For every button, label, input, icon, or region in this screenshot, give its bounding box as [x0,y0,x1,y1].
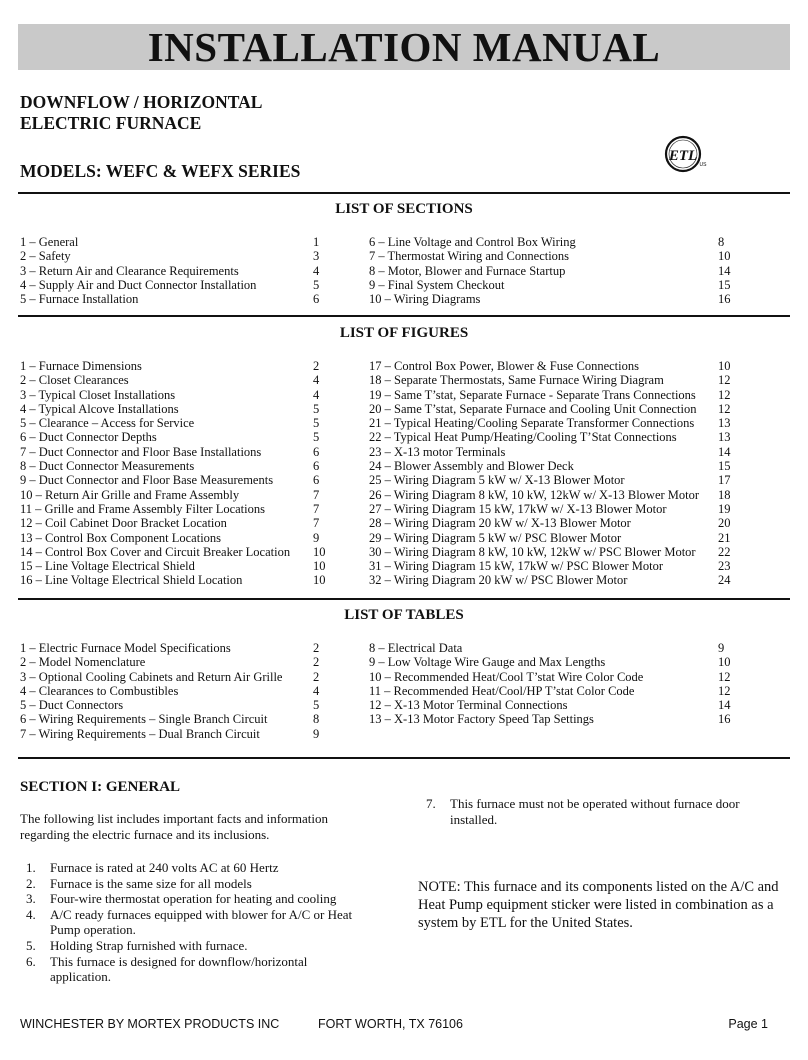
list-entry [20,684,337,698]
entry-title: 5 – Furnace Installation [20,292,139,307]
entry-title: 9 – Low Voltage Wire Gauge and Max Lengths [369,655,606,670]
list-entry [20,573,337,587]
entry-page-number: 20 [718,516,731,531]
list-of-sections-heading: LIST OF SECTIONS [335,201,473,217]
entry-title: 3 – Optional Cooling Cabinets and Return Air Grille [20,669,283,684]
entry-title: 6 – Line Voltage and Control Box Wiring [369,235,576,249]
entry-title: 2 – Model Nomenclature [20,655,146,670]
item-text: Furnace is rated at 240 volts AC at 60 Hertz [50,860,279,875]
list-of-tables-heading: LIST OF TABLES [344,607,464,623]
divider [18,315,790,317]
list-entry [369,488,742,502]
tables-list-right [369,641,742,727]
list-entry [369,373,742,387]
list-entry [20,712,337,726]
list-entry [20,459,337,473]
item-text: This furnace is designed for downflow/horizontal application. [50,953,308,985]
list-entry [20,416,337,430]
list-entry [369,278,742,292]
entry-page-number: 2 [313,641,320,655]
models-heading: MODELS: WEFC & WEFX SERIES [20,161,301,181]
entry-page-number: 5 [313,430,320,445]
entry-title: 29 – Wiring Diagram 5 kW w/ PSC Blower Motor [369,530,622,545]
item-number: 4. [26,906,36,922]
item-text: Furnace is the same size for all models [50,875,252,891]
entry-title: 14 – Control Box Cover and Circuit Breaker Location [20,544,291,559]
list-entry [369,235,742,249]
list-entry [369,516,742,530]
item-text: Holding Strap furnished with furnace. [50,937,248,953]
entry-page-number: 15 [718,277,731,292]
list-entry [20,388,337,402]
item-text: This furnace must not be operated without furnace door installed. [450,796,740,827]
etl-note: NOTE: This furnace and its components listed on the A/C and Heat Pump equipment sticker were listed in combination as a system by ETL for the United States. [418,879,779,931]
entry-page-number: 4 [313,387,320,402]
list-entry [20,727,337,741]
entry-page-number: 17 [718,473,731,488]
list-entry [20,292,337,306]
item-number: 2. [26,875,36,891]
entry-title: 1 – Furnace Dimensions [20,359,142,373]
entry-title: 6 – Wiring Requirements – Single Branch Circuit [20,712,268,727]
list-item [20,860,365,876]
entry-page-number: 9 [313,530,320,545]
sections-list-right [369,235,742,306]
entry-page-number: 12 [718,387,731,402]
list-entry [369,502,742,516]
list-of-figures-heading: LIST OF FIGURES [339,325,469,341]
list-entry [20,373,337,387]
footer-company: WINCHESTER BY MORTEX PRODUCTS INC [20,1017,280,1031]
list-entry [20,402,337,416]
entry-page-number: 10 [313,544,326,559]
list-entry [369,531,742,545]
entry-title: 5 – Clearance – Access for Service [20,416,195,431]
figures-list-left [20,359,337,588]
list-entry [20,698,337,712]
entry-page-number: 3 [313,249,320,264]
list-entry [369,684,742,698]
item-number: 1. [26,860,36,875]
item-text: A/C ready furnaces equipped with blower for A/C or Heat Pump operation. [50,906,353,938]
list-entry [20,531,337,545]
entry-page-number: 7 [313,501,320,516]
entry-title: 12 – Coil Cabinet Door Bracket Location [20,516,227,531]
list-entry [369,430,742,444]
list-entry [369,559,742,573]
list-entry [20,445,337,459]
entry-page-number: 7 [313,516,320,531]
section-1-heading: SECTION I: GENERAL [20,779,181,795]
entry-title: 11 – Recommended Heat/Cool/HP T’stat Color Code [369,683,635,698]
entry-title: 24 – Blower Assembly and Blower Deck [369,459,574,474]
document-title: INSTALLATION MANUAL [147,24,661,70]
entry-page-number: 5 [313,277,320,292]
item-number: 3. [26,891,36,907]
list-entry [369,473,742,487]
list-entry [369,655,742,669]
list-entry [20,264,337,278]
entry-page-number: 19 [718,501,731,516]
entry-page-number: 16 [718,712,731,727]
entry-page-number: 4 [313,263,320,278]
section-1-item-7 [420,796,790,828]
entry-title: 8 – Duct Connector Measurements [20,459,195,474]
list-entry [369,712,742,726]
entry-page-number: 21 [718,530,731,545]
entry-title: 17 – Control Box Power, Blower & Fuse Connections [369,359,639,373]
entry-title: 4 – Typical Alcove Installations [20,401,179,416]
item-number: 5. [26,937,36,953]
list-entry [369,573,742,587]
section-1-list [20,860,365,985]
list-entry [369,402,742,416]
list-entry [20,516,337,530]
entry-title: 28 – Wiring Diagram 20 kW w/ X-13 Blower Motor [369,516,631,531]
etl-logo-text: ETL [668,148,698,164]
list-item [20,891,365,907]
divider [18,757,790,759]
entry-title: 16 – Line Voltage Electrical Shield Location [20,573,243,588]
list-entry [20,278,337,292]
item-number: 7. [426,796,436,811]
list-entry [369,641,742,655]
entry-page-number: 15 [718,459,731,474]
list-entry [369,359,742,373]
entry-page-number: 10 [718,655,731,670]
subtitle-line-1: DOWNFLOW / HORIZONTAL [20,92,263,112]
list-entry [369,698,742,712]
entry-title: 27 – Wiring Diagram 15 kW, 17kW w/ X-13 Blower Motor [369,501,667,516]
entry-page-number: 22 [718,544,731,559]
entry-title: 9 – Duct Connector and Floor Base Measurements [20,473,274,488]
footer-location: FORT WORTH, TX 76106 [318,1017,463,1031]
entry-page-number: 6 [313,444,320,459]
entry-title: 18 – Separate Thermostats, Same Furnace Wiring Diagram [369,373,664,388]
item-text: Four-wire thermostat operation for heating and cooling [50,891,337,907]
list-entry [369,388,742,402]
entry-title: 3 – Return Air and Clearance Requirements [20,263,239,278]
entry-page-number: 12 [718,401,731,416]
entry-title: 2 – Closet Clearances [20,373,129,388]
entry-title: 30 – Wiring Diagram 8 kW, 10 kW, 12kW w/ PSC Blower Motor [369,544,696,559]
entry-title: 7 – Thermostat Wiring and Connections [369,249,570,264]
figures-list-right [369,359,742,588]
list-entry [369,292,742,306]
etl-listed-logo [662,134,708,174]
entry-title: 1 – Electric Furnace Model Specifications [20,641,231,655]
entry-title: 15 – Line Voltage Electrical Shield [20,559,195,574]
entry-page-number: 14 [718,698,731,713]
list-entry [20,559,337,573]
entry-title: 7 – Wiring Requirements – Dual Branch Circuit [20,726,260,741]
entry-title: 8 – Motor, Blower and Furnace Startup [369,263,566,278]
list-entry [20,235,337,249]
entry-page-number: 4 [313,683,320,698]
entry-title: 25 – Wiring Diagram 5 kW w/ X-13 Blower Motor [369,473,625,488]
entry-page-number: 6 [313,473,320,488]
entry-title: 22 – Typical Heat Pump/Heating/Cooling T’Stat Connections [369,430,677,445]
entry-page-number: 9 [313,726,320,741]
divider [18,192,790,194]
tables-list-left [20,641,337,741]
entry-page-number: 8 [313,712,320,727]
entry-title: 6 – Duct Connector Depths [20,430,157,445]
entry-page-number: 14 [718,444,731,459]
entry-title: 5 – Duct Connectors [20,698,124,713]
entry-title: 10 – Recommended Heat/Cool T’stat Wire Color Code [369,669,644,684]
entry-page-number: 9 [718,641,725,655]
list-entry [20,359,337,373]
list-item [20,907,365,938]
entry-page-number: 5 [313,416,320,431]
divider [18,598,790,600]
entry-page-number: 14 [718,263,731,278]
list-entry [369,416,742,430]
list-entry [20,430,337,444]
entry-page-number: 2 [313,655,320,670]
product-subtitle [20,92,262,134]
entry-page-number: 10 [718,249,731,264]
list-entry [369,264,742,278]
entry-page-number: 8 [718,235,725,249]
entry-title: 32 – Wiring Diagram 20 kW w/ PSC Blower Motor [369,573,628,588]
entry-title: 11 – Grille and Frame Assembly Filter Locations [20,501,265,516]
entry-title: 9 – Final System Checkout [369,277,505,292]
entry-page-number: 18 [718,487,731,502]
entry-title: 23 – X-13 motor Terminals [369,444,506,459]
sections-list-left [20,235,337,306]
entry-page-number: 5 [313,401,320,416]
entry-title: 26 – Wiring Diagram 8 kW, 10 kW, 12kW w/ X-13 Blower Motor [369,487,700,502]
entry-title: 19 – Same T’stat, Separate Furnace - Separate Trans Connections [369,387,696,402]
list-entry [369,545,742,559]
entry-title: 31 – Wiring Diagram 15 kW, 17kW w/ PSC Blower Motor [369,559,664,574]
entry-page-number: 23 [718,559,731,574]
entry-title: 2 – Safety [20,249,71,264]
entry-page-number: 2 [313,359,320,373]
entry-title: 10 – Return Air Grille and Frame Assembly [20,487,240,502]
entry-page-number: 7 [313,487,320,502]
entry-page-number: 16 [718,292,731,307]
entry-title: 10 – Wiring Diagrams [369,292,481,307]
entry-title: 12 – X-13 Motor Terminal Connections [369,698,568,713]
entry-page-number: 12 [718,373,731,388]
entry-title: 7 – Duct Connector and Floor Base Installations [20,444,262,459]
entry-title: 3 – Typical Closet Installations [20,387,176,402]
list-entry [369,459,742,473]
entry-title: 20 – Same T’stat, Separate Furnace and Cooling Unit Connection [369,401,697,416]
etl-logo-us: US [699,162,707,168]
footer-page-number: Page 1 [728,1017,768,1031]
entry-page-number: 10 [718,359,731,373]
list-entry [20,641,337,655]
entry-page-number: 1 [313,235,320,249]
entry-title: 1 – General [20,235,79,249]
list-item [20,876,365,892]
entry-title: 21 – Typical Heating/Cooling Separate Transformer Connections [369,416,695,431]
entry-page-number: 13 [718,430,731,445]
entry-page-number: 4 [313,373,320,388]
list-entry [20,488,337,502]
entry-page-number: 13 [718,416,731,431]
list-entry [20,249,337,263]
section-1-intro: The following list includes important facts and information regarding the electric furnace and its inclusions. [20,811,328,842]
entry-page-number: 6 [313,292,320,307]
entry-title: 13 – Control Box Component Locations [20,530,222,545]
entry-title: 13 – X-13 Motor Factory Speed Tap Settings [369,712,594,727]
entry-page-number: 12 [718,683,731,698]
title-banner [18,24,790,70]
entry-page-number: 12 [718,669,731,684]
list-entry [369,670,742,684]
list-item [20,938,365,954]
list-entry [20,502,337,516]
list-entry [20,545,337,559]
list-entry [20,670,337,684]
list-entry [369,445,742,459]
entry-page-number: 2 [313,669,320,684]
item-number: 6. [26,953,36,969]
entry-title: 4 – Supply Air and Duct Connector Installation [20,277,257,292]
entry-page-number: 5 [313,698,320,713]
list-entry [20,473,337,487]
list-entry [369,249,742,263]
entry-page-number: 10 [313,559,326,574]
entry-title: 4 – Clearances to Combustibles [20,683,179,698]
subtitle-line-2: ELECTRIC FURNACE [20,113,202,133]
list-item [20,954,365,985]
list-entry [20,655,337,669]
entry-title: 8 – Electrical Data [369,641,463,655]
entry-page-number: 24 [718,573,731,588]
entry-page-number: 6 [313,459,320,474]
entry-page-number: 10 [313,573,326,588]
